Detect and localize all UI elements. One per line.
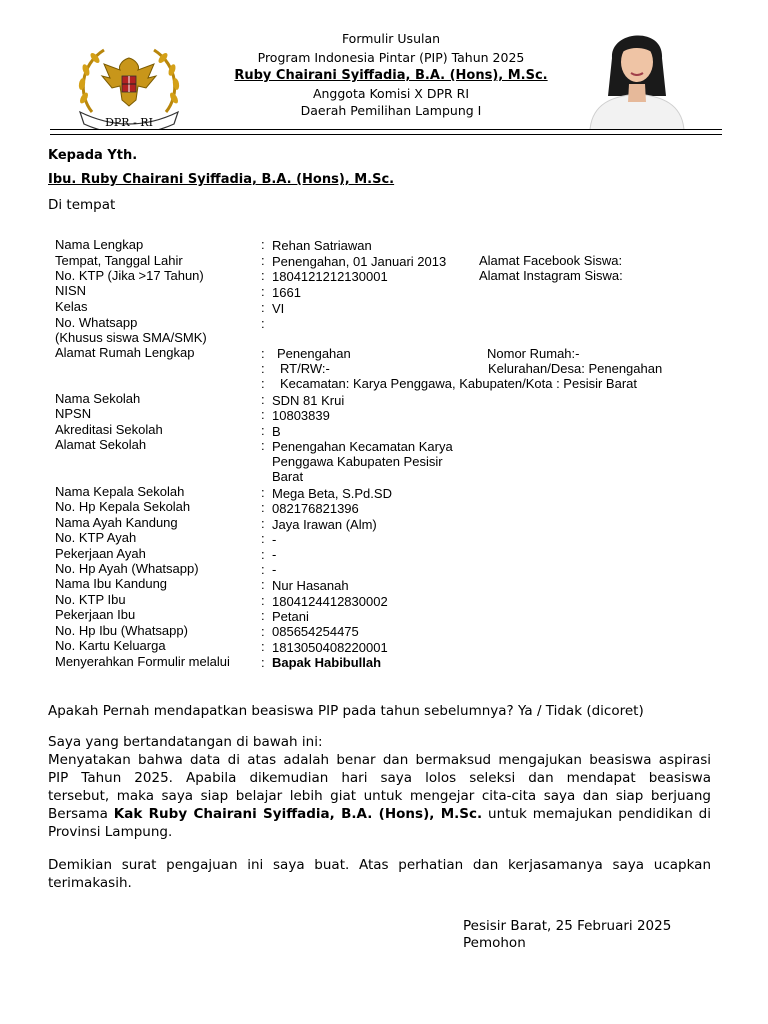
recipient-place: Di tempat [48,197,116,213]
value-ktp-ayah: - [272,532,277,547]
statement-bersama: Bersama [48,806,108,822]
label-ktp-ayah: No. KTP Ayah [55,530,137,545]
statement-line [48,805,711,823]
label-penyerah: Menyerahkan Formulir melalui [55,654,230,669]
label-hp-ayah: No. Hp Ayah (Whatsapp) [55,561,199,576]
label-pekerjaan-ibu: Pekerjaan Ibu [55,607,136,622]
colon: : [261,346,265,361]
label-hp-kepala: No. Hp Kepala Sekolah [55,499,191,514]
label-ibu: Nama Ibu Kandung [55,576,168,591]
label-akreditasi: Akreditasi Sekolah [55,422,163,437]
label-instagram: Alamat Instagram Siswa: [479,268,623,283]
value-ktp: 1804121212130001 [272,269,388,284]
colon: : [261,438,265,453]
logo-ribbon-text: DPR - RI [105,116,153,129]
header-title: Formulir Usulan [341,31,441,46]
label-kelas: Kelas [55,299,88,314]
value-rtrw: RT/RW:- [280,361,330,376]
colon: : [261,577,265,592]
member-photo [582,18,692,130]
label-facebook: Alamat Facebook Siswa: [479,253,623,268]
colon: : [261,300,265,315]
label-whatsapp: No. Whatsapp [55,315,138,330]
statement-line: Provinsi Lampung. [48,824,173,840]
label-nama-lengkap: Nama Lengkap [55,237,144,252]
colon: : [261,608,265,623]
value-penyerah: Bapak Habibullah [272,655,382,670]
label-ktp-ibu: No. KTP Ibu [55,592,126,607]
value-kelurahan: Kelurahan/Desa: Penengahan [488,361,663,376]
header-program: Program Indonesia Pintar (PIP) Tahun 2025 [257,50,525,65]
label-ayah: Nama Ayah Kandung [55,515,178,530]
label-ttl: Tempat, Tanggal Lahir [55,253,183,268]
colon: : [261,531,265,546]
value-hp-ibu: 085654254475 [272,624,359,639]
value-hp-kepala: 082176821396 [272,501,359,516]
value-ktp-ibu: 1804124412830002 [272,594,388,609]
value-kk: 1813050408220001 [272,640,388,655]
colon: : [261,237,265,252]
value-ibu: Nur Hasanah [272,578,349,593]
colon: : [261,392,265,407]
colon: : [261,284,265,299]
label-alamat-rumah: Alamat Rumah Lengkap [55,345,195,360]
statement-line: tersebut, maka saya siap belajar lebih giat untuk mengejar cita-cita saya dan siap berjuang [48,788,711,804]
statement-line: Menyatakan bahwa data di atas adalah benar dan bermaksud mengajukan beasiswa aspirasi [48,752,711,768]
statement-member-name: Kak Ruby Chairani Syiffadia, B.A. (Hons), M.Sc. [113,806,483,822]
colon: : [261,361,265,376]
value-pekerjaan-ibu: Petani [272,609,309,624]
label-ktp: No. KTP (Jika >17 Tahun) [55,268,204,283]
colon: : [261,407,265,422]
header-member-name: Ruby Chairani Syiffadia, B.A. (Hons), M.Sc. [234,68,548,83]
statement-intro: Saya yang bertandatangan di bawah ini: [48,734,323,750]
label-kk: No. Kartu Keluarga [55,638,166,653]
colon: : [261,624,265,639]
colon: : [261,547,265,562]
label-pekerjaan-ayah: Pekerjaan Ayah [55,546,146,561]
value-ttl: Penengahan, 01 Januari 2013 [272,254,447,269]
header-rule-top [50,129,722,130]
value-alamat-sekolah-line1: Penengahan Kecamatan Karya [272,439,453,454]
colon: : [261,253,265,268]
colon: : [261,562,265,577]
value-alamat-line1: Penengahan [277,346,351,361]
value-kelas: VI [272,301,285,316]
colon: : [261,485,265,500]
dpr-ri-logo [70,40,188,130]
value-ayah: Jaya Irawan (Alm) [272,517,377,532]
statement-paragraph [48,733,711,841]
signature-place-date: Pesisir Barat, 25 Februari 2025 [463,918,672,934]
value-akreditasi: B [272,424,281,439]
pip-question: Apakah Pernah mendapatkan beasiswa PIP pada tahun sebelumnya? Ya / Tidak (dicoret) [48,703,644,719]
value-nomor-rumah: Nomor Rumah:- [487,346,580,361]
colon: : [261,593,265,608]
label-whatsapp-note: (Khusus siswa SMA/SMK) [55,330,207,345]
header-commission: Anggota Komisi X DPR RI [312,86,470,101]
label-nisn: NISN [55,283,87,298]
header-rule-bottom [50,134,722,135]
value-nisn: 1661 [272,285,301,300]
label-alamat-sekolah: Alamat Sekolah [55,437,147,452]
value-pekerjaan-ayah: - [272,547,277,562]
closing-paragraph [48,856,711,892]
salutation: Kepada Yth. [48,148,138,163]
header-district: Daerah Pemilihan Lampung I [300,103,482,118]
value-alamat-sekolah-line2: Penggawa Kabupaten Pesisir [272,454,443,469]
colon: : [261,316,265,331]
value-nama-lengkap: Rehan Satriawan [272,238,372,253]
value-nama-sekolah: SDN 81 Krui [272,393,345,408]
label-nama-sekolah: Nama Sekolah [55,391,141,406]
value-kecamatan: Kecamatan: Karya Penggawa, Kabupaten/Kota : Pesisir Barat [280,376,637,391]
colon: : [261,268,265,283]
closing-line: Demikian surat pengajuan ini saya buat. Atas perhatian dan kerjasamanya saya ucapkan [48,857,711,873]
colon: : [261,516,265,531]
signature-role: Pemohon [463,935,526,951]
label-npsn: NPSN [55,406,92,421]
colon: : [261,376,265,391]
colon: : [261,655,265,670]
closing-line: terimakasih. [48,875,132,891]
value-alamat-sekolah-line3: Barat [272,469,304,484]
value-hp-ayah: - [272,562,277,577]
statement-tail: untuk memajukan pendidikan di [488,806,711,822]
colon: : [261,639,265,654]
value-npsn: 10803839 [272,408,330,423]
colon: : [261,500,265,515]
value-kepala-sekolah: Mega Beta, S.Pd.SD [272,486,392,501]
recipient-name: Ibu. Ruby Chairani Syiffadia, B.A. (Hons), M.Sc. [48,172,395,187]
label-hp-ibu: No. Hp Ibu (Whatsapp) [55,623,188,638]
statement-line: PIP Tahun 2025. Apabila dikemudian hari saya lolos seleksi dan mendapat beasiswa [48,770,711,786]
label-kepala-sekolah: Nama Kepala Sekolah [55,484,185,499]
colon: : [261,423,265,438]
